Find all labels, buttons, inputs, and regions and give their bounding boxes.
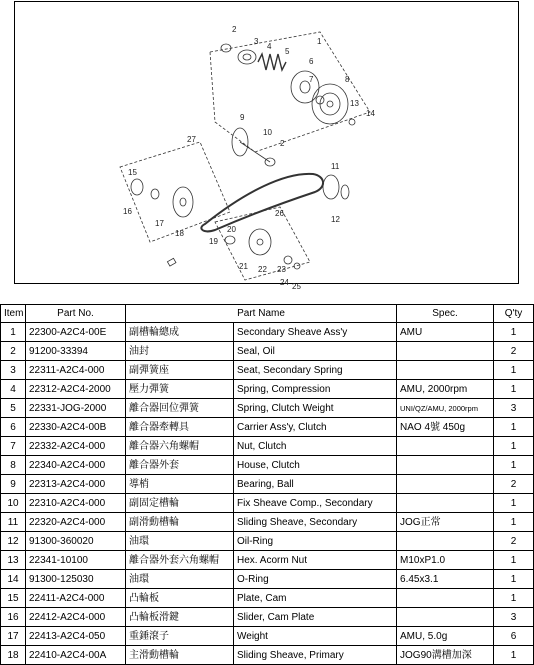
callout-5: 5 (285, 47, 290, 56)
header-part-no: Part No. (26, 305, 126, 323)
table-row (1, 361, 534, 380)
part-spring-seat (238, 50, 256, 64)
cell-name-chinese: 離合器外套六角螺帽 (126, 551, 234, 570)
cell-qty: 3 (494, 399, 534, 418)
header-item: Item (1, 305, 26, 323)
cell-name-english: Nut, Clutch (234, 437, 397, 456)
cell-part-no: 22412-A2C4-000 (26, 608, 126, 627)
cell-part-no: 91200-33394 (26, 342, 126, 361)
callout-14: 14 (366, 109, 375, 118)
cell-spec (397, 456, 494, 475)
cell-name-chinese: 副槽輪總成 (126, 323, 234, 342)
cell-qty: 6 (494, 627, 534, 646)
exploded-diagram (14, 1, 519, 291)
cell-name-english: Fix Sheave Comp., Secondary (234, 494, 397, 513)
cell-spec (397, 475, 494, 494)
cell-spec: AMU (397, 323, 494, 342)
cell-item: 15 (1, 589, 26, 608)
cell-spec: JOG90溝槽加深 (397, 646, 494, 665)
table-header-row (1, 305, 534, 323)
clutch-exploded-view (15, 2, 520, 291)
cell-qty: 1 (494, 323, 534, 342)
cell-name-chinese: 離合器外套 (126, 456, 234, 475)
cell-name-english: Spring, Clutch Weight (234, 399, 397, 418)
callout-11: 11 (331, 162, 340, 171)
cell-item: 8 (1, 456, 26, 475)
cell-part-no: 22332-A2C4-000 (26, 437, 126, 456)
cell-spec (397, 494, 494, 513)
cell-item: 9 (1, 475, 26, 494)
cell-spec (397, 608, 494, 627)
cell-item: 18 (1, 646, 26, 665)
cell-name-chinese: 凸輪板滑鍵 (126, 608, 234, 627)
callout-26: 26 (275, 209, 284, 218)
cell-name-chinese: 副固定槽輪 (126, 494, 234, 513)
callout-7: 7 (309, 75, 314, 84)
callout-10: 10 (263, 128, 272, 137)
table-row (1, 608, 534, 627)
cell-qty: 1 (494, 551, 534, 570)
cell-name-chinese: 油環 (126, 532, 234, 551)
callout-12: 12 (331, 215, 340, 224)
cell-item: 13 (1, 551, 26, 570)
cell-item: 5 (1, 399, 26, 418)
cell-spec: JOG正常 (397, 513, 494, 532)
cell-qty: 1 (494, 418, 534, 437)
part-fan (249, 229, 271, 255)
cell-spec: UNI/QZ/AMU, 2000rpm (397, 399, 494, 418)
part-washer (284, 256, 292, 264)
table-row (1, 589, 534, 608)
table-row (1, 532, 534, 551)
callout-1: 1 (317, 37, 322, 46)
cell-name-chinese: 副彈簧座 (126, 361, 234, 380)
part-drive-belt (201, 174, 323, 231)
cell-name-chinese: 壓力彈簧 (126, 380, 234, 399)
callout-4: 4 (267, 42, 272, 51)
callout-24: 24 (280, 278, 289, 287)
cell-spec (397, 361, 494, 380)
cell-name-english: Sliding Sheave, Primary (234, 646, 397, 665)
part-clutch-house (312, 84, 348, 124)
cell-part-no: 22413-A2C4-050 (26, 627, 126, 646)
cell-name-english: O-Ring (234, 570, 397, 589)
callout-9: 9 (240, 113, 245, 122)
cell-item: 7 (1, 437, 26, 456)
part-acorn-nut (349, 119, 355, 125)
cell-part-no: 22340-A2C4-000 (26, 456, 126, 475)
callout-25: 25 (292, 282, 301, 291)
cell-qty: 1 (494, 437, 534, 456)
part-collar (225, 236, 235, 244)
cell-qty: 1 (494, 646, 534, 665)
cell-name-chinese: 導梢 (126, 475, 234, 494)
part-compression-spring (258, 54, 286, 70)
cell-spec: AMU, 2000rpm (397, 380, 494, 399)
cell-spec (397, 342, 494, 361)
cell-item: 1 (1, 323, 26, 342)
cell-name-chinese: 副滑動槽輪 (126, 513, 234, 532)
cell-qty: 1 (494, 494, 534, 513)
cell-qty: 1 (494, 513, 534, 532)
cell-part-no: 22410-A2C4-00A (26, 646, 126, 665)
table-row (1, 570, 534, 589)
cell-name-english: Oil-Ring (234, 532, 397, 551)
cell-item: 6 (1, 418, 26, 437)
cell-qty: 1 (494, 380, 534, 399)
table-row (1, 494, 534, 513)
table-row (1, 399, 534, 418)
cell-qty: 2 (494, 532, 534, 551)
table-row (1, 646, 534, 665)
cell-spec (397, 589, 494, 608)
callout-8: 8 (345, 75, 350, 84)
cell-qty: 1 (494, 456, 534, 475)
cell-part-no: 22311-A2C4-000 (26, 361, 126, 380)
cell-qty: 2 (494, 475, 534, 494)
callout-3: 3 (254, 37, 259, 46)
callout-22: 22 (258, 265, 267, 274)
table-row (1, 437, 534, 456)
cell-part-no: 22330-A2C4-00B (26, 418, 126, 437)
cell-spec: M10xP1.0 (397, 551, 494, 570)
cell-spec: 6.45x3.1 (397, 570, 494, 589)
callout-20: 20 (227, 225, 236, 234)
cell-name-chinese: 離合器回位彈簧 (126, 399, 234, 418)
cell-spec: AMU, 5.0g (397, 627, 494, 646)
cell-item: 11 (1, 513, 26, 532)
cell-name-english: Secondary Sheave Ass'y (234, 323, 397, 342)
cell-part-no: 22300-A2C4-00E (26, 323, 126, 342)
header-spec: Spec. (397, 305, 494, 323)
cell-name-english: Bearing, Ball (234, 475, 397, 494)
cell-item: 4 (1, 380, 26, 399)
cell-item: 16 (1, 608, 26, 627)
table-row (1, 380, 534, 399)
cell-part-no: 22411-A2C4-000 (26, 589, 126, 608)
cell-name-english: Plate, Cam (234, 589, 397, 608)
cell-qty: 1 (494, 361, 534, 380)
cell-name-chinese: 油環 (126, 570, 234, 589)
cell-name-english: Spring, Compression (234, 380, 397, 399)
callout-19: 19 (209, 237, 218, 246)
callout-21: 21 (239, 262, 248, 271)
callout-2b: 2 (280, 139, 285, 148)
cell-name-english: Seat, Secondary Spring (234, 361, 397, 380)
cell-item: 14 (1, 570, 26, 589)
cell-part-no: 22313-A2C4-000 (26, 475, 126, 494)
cell-name-chinese: 離合器六角螺帽 (126, 437, 234, 456)
cell-name-chinese: 重錘滾子 (126, 627, 234, 646)
callout-6: 6 (309, 57, 314, 66)
cell-qty: 1 (494, 589, 534, 608)
part-bolt (167, 258, 176, 266)
header-part-name: Part Name (126, 305, 397, 323)
callout-18: 18 (175, 229, 184, 238)
cell-item: 17 (1, 627, 26, 646)
table-row (1, 342, 534, 361)
upper-group-outline (210, 32, 370, 152)
cell-spec: NAO 4號 450g (397, 418, 494, 437)
callout-27: 27 (187, 135, 196, 144)
callout-17: 17 (155, 219, 164, 228)
cell-part-no: 22341-10100 (26, 551, 126, 570)
cell-part-no: 22320-A2C4-000 (26, 513, 126, 532)
cell-item: 12 (1, 532, 26, 551)
cell-name-english: House, Clutch (234, 456, 397, 475)
table-row (1, 627, 534, 646)
cell-item: 3 (1, 361, 26, 380)
callout-15: 15 (128, 168, 137, 177)
callout-23: 23 (277, 265, 286, 274)
cell-spec (397, 532, 494, 551)
cell-part-no: 22331-JOG-2000 (26, 399, 126, 418)
cell-qty: 3 (494, 608, 534, 627)
table-row (1, 456, 534, 475)
cell-name-english: Slider, Cam Plate (234, 608, 397, 627)
table-row (1, 513, 534, 532)
cell-part-no: 91300-125030 (26, 570, 126, 589)
cell-qty: 2 (494, 342, 534, 361)
cell-name-english: Seal, Oil (234, 342, 397, 361)
table-row (1, 323, 534, 342)
callout-2: 2 (232, 25, 237, 34)
header-qty: Q'ty (494, 305, 534, 323)
cell-part-no: 22312-A2C4-2000 (26, 380, 126, 399)
left-group-outline (120, 142, 230, 242)
table-row (1, 418, 534, 437)
cell-name-english: Hex. Acorm Nut (234, 551, 397, 570)
cell-name-english: Sliding Sheave, Secondary (234, 513, 397, 532)
table-row (1, 475, 534, 494)
cell-part-no: 22310-A2C4-000 (26, 494, 126, 513)
parts-table-body (1, 323, 534, 665)
cell-item: 10 (1, 494, 26, 513)
cell-name-english: Carrier Ass'y, Clutch (234, 418, 397, 437)
cell-part-no: 91300-360020 (26, 532, 126, 551)
callout-labels (123, 25, 375, 291)
part-cam-plate (131, 179, 143, 195)
cell-spec (397, 437, 494, 456)
cell-name-english: Weight (234, 627, 397, 646)
part-sliding-sheave-primary (173, 187, 193, 217)
cell-item: 2 (1, 342, 26, 361)
parts-table (0, 304, 534, 665)
cell-name-chinese: 主滑動槽輪 (126, 646, 234, 665)
part-clutch-carrier (291, 71, 319, 103)
table-row (1, 551, 534, 570)
cell-qty: 1 (494, 570, 534, 589)
part-seal-oil (221, 44, 231, 52)
callout-16: 16 (123, 207, 132, 216)
callout-13: 13 (350, 99, 359, 108)
cell-name-chinese: 凸輪板 (126, 589, 234, 608)
part-sliding-sheave-secondary (323, 175, 339, 199)
cell-name-chinese: 油封 (126, 342, 234, 361)
cell-name-chinese: 離合器牽轉具 (126, 418, 234, 437)
